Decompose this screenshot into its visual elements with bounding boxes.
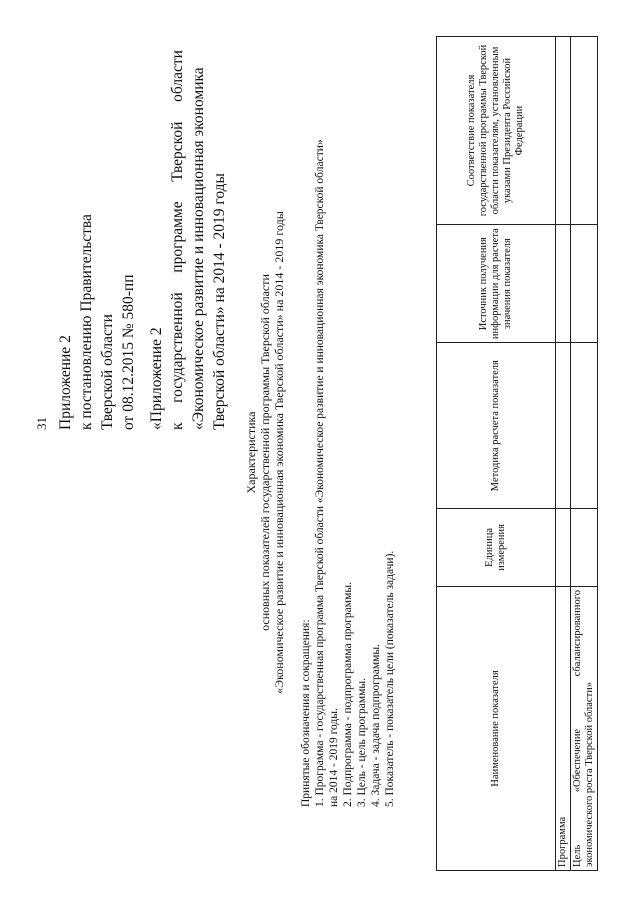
cell-empty <box>556 225 571 343</box>
cell-goal <box>571 586 598 870</box>
cell-empty <box>556 37 571 225</box>
notes-block <box>299 139 397 807</box>
table-row <box>556 37 571 871</box>
annex-header-line: от 08.12.2015 № 580-пп <box>120 274 137 430</box>
notes-heading: Принятые обозначения и сокращения: <box>300 619 312 807</box>
page-number: 31 <box>34 417 49 430</box>
annex-header-line: Тверской области <box>99 314 116 430</box>
header-unit: Единица измерения <box>437 508 556 586</box>
characteristic-title <box>244 200 286 705</box>
title-line: «Экономическое развитие и инновационная экономика Тверской области» на 2014 - 2019 годы <box>272 211 286 694</box>
cell-empty <box>556 508 571 586</box>
annex-quote-line: «Приложение 2 <box>148 327 165 430</box>
title-line: Характеристика <box>244 411 258 494</box>
cell-program: Программа <box>556 586 571 870</box>
table-header-row <box>437 37 556 871</box>
word: Тверской <box>169 121 186 182</box>
cell-empty <box>571 37 598 225</box>
header-source: Источник получения информации для расчета значения показателя <box>437 225 556 343</box>
goal-justified-line <box>572 590 584 867</box>
annex-header <box>55 214 139 430</box>
notes-item: 1. Программа - государственная программа Тверской области «Экономическое развитие и инновационная экономика Тверской области» <box>314 139 326 807</box>
header-correspondence: Соответствие показателя государственной программы Тверской области показателям, установленным указами Президента Российской Федерации <box>437 37 556 225</box>
word: сбалансированного <box>572 589 583 677</box>
cell-empty <box>571 225 598 343</box>
notes-item: 5. Показатель - показатель цели (показатель задачи). <box>384 550 396 807</box>
indicators-table <box>436 36 598 871</box>
annex-quote <box>146 50 230 430</box>
word: к <box>169 422 186 430</box>
notes-item: на 2014 - 2019 годы. <box>328 708 340 807</box>
cell-empty <box>556 343 571 509</box>
annex-quote-line: «Экономическое развитие и инновационная экономика <box>190 67 207 430</box>
word: государственной <box>169 292 186 403</box>
goal-line: экономического роста Тверской области» <box>584 681 595 867</box>
title-line: основных показателей государственной программы Тверской области <box>258 274 272 631</box>
annex-quote-justified-line <box>167 50 188 430</box>
table-row <box>571 37 598 871</box>
cell-empty <box>571 508 598 586</box>
annex-header-line: Приложение 2 <box>57 335 74 430</box>
notes-item: 3. Цель - цель программы. <box>356 678 368 807</box>
header-name: Наименование показателя <box>437 586 556 870</box>
word: программе <box>169 201 186 273</box>
annex-header-line: к постановлению Правительства <box>78 214 95 430</box>
annex-quote-line: Тверской области» на 2014 - 2019 годы <box>211 173 228 430</box>
notes-item: 4. Задача - задача подпрограммы. <box>370 643 382 807</box>
cell-empty <box>571 343 598 509</box>
word: Цель <box>572 844 583 867</box>
header-method: Методика расчета показателя <box>437 343 556 509</box>
word: «Обеспечение <box>572 728 583 793</box>
notes-item: 2. Подпрограмма - подпрограмма программы. <box>342 582 354 807</box>
word: области <box>169 50 186 102</box>
